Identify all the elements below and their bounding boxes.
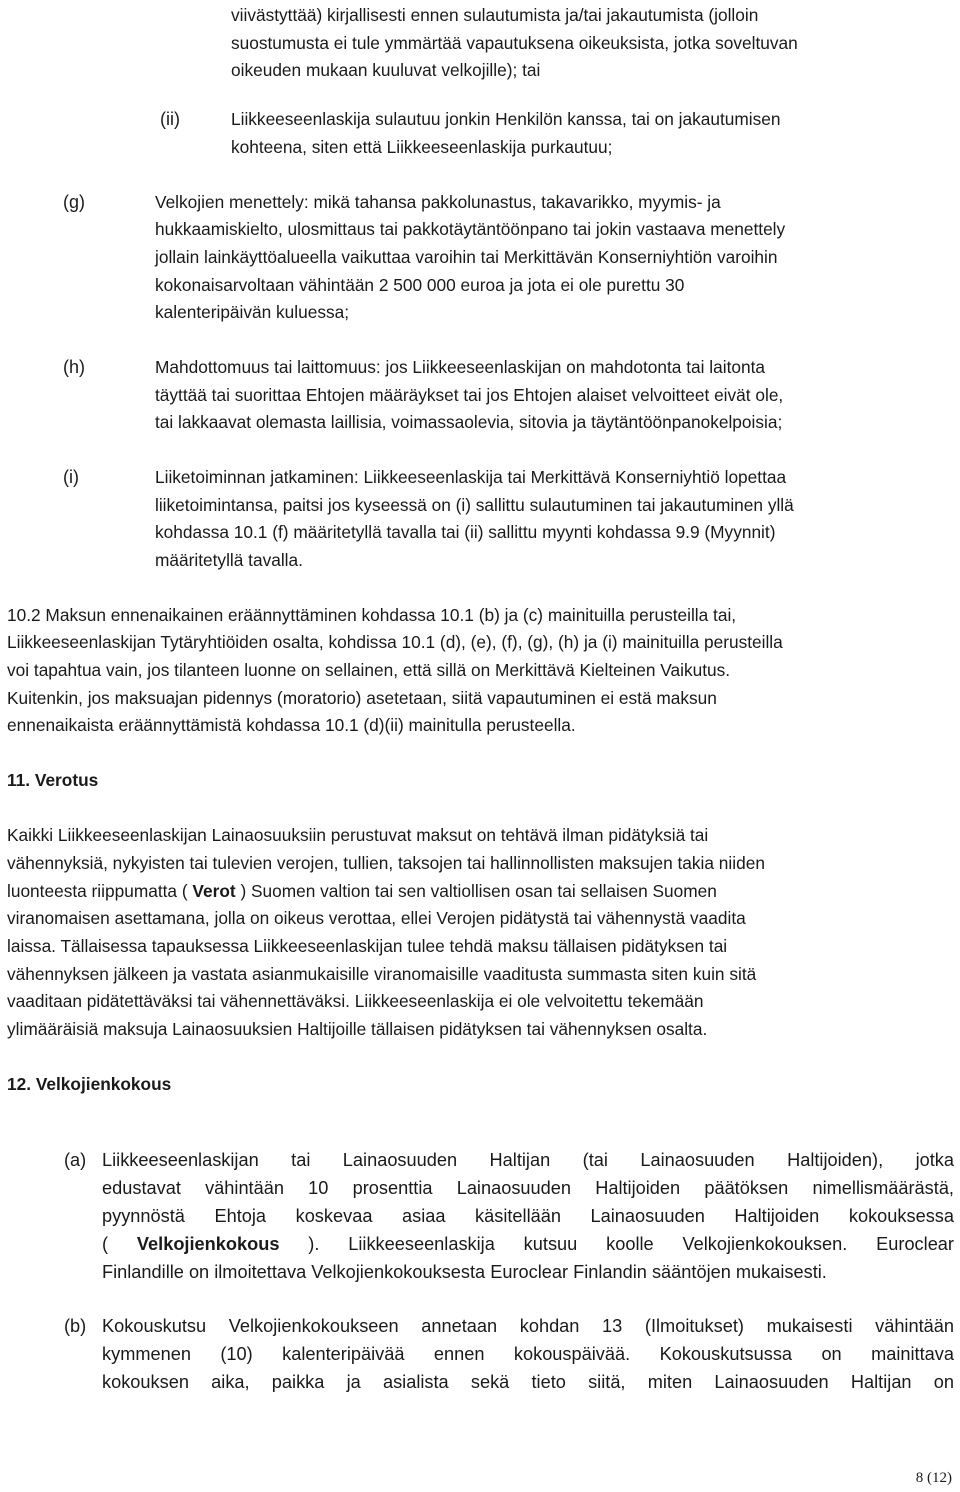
- item-i-line-4: määritetyllä tavalla.: [155, 550, 303, 570]
- page-number: 8 (12): [915, 1470, 952, 1486]
- item-g-line-4: kokonaisarvoltaan vähintään 2 500 000 euroa ja jota ei ole purettu 30: [155, 275, 685, 295]
- item-g-line-3: jollain lainkäyttöalueella vaikuttaa varoihin tai Merkittävän Konserniyhtiön varoihin: [155, 247, 778, 267]
- item-12b-line-2: kymmenen (10) kalenteripäivää ennen kokouspäivää. Kokouskutsussa on mainittava: [102, 1344, 954, 1364]
- continuation-line-2: suostumusta ei tule ymmärtää vapautuksena oikeuksista, jotka soveltuvan: [231, 33, 798, 53]
- section-11-line-3-post: ) Suomen valtion tai sen valtiollisen osan tai sellaisen Suomen: [235, 881, 717, 901]
- section-11-line-3-pre: luonteesta riippumatta (: [7, 881, 193, 901]
- section-10-2-line-2: Liikkeeseenlaskijan Tytäryhtiöiden osalta, kohdissa 10.1 (d), (e), (f), (g), (h) ja (i) mainituilla perusteilla: [7, 632, 783, 652]
- continuation-line-1: viivästyttää) kirjallisesti ennen sulautumista ja/tai jakautumista (jolloin: [231, 5, 759, 25]
- section-11-line-1: Kaikki Liikkeeseenlaskijan Lainaosuuksiin perustuvat maksut on tehtävä ilman pidätyksiä tai: [7, 825, 709, 845]
- section-10-2-line-5: ennenaikaista eräännyttämistä kohdassa 10.1 (d)(ii) mainitulla perusteella.: [7, 715, 576, 735]
- item-h-line-3: tai lakkaavat olemasta laillisia, voimassaolevia, sitovia ja täytäntöönpanokelpoisia;: [155, 412, 783, 432]
- item-12b-line-1: Kokouskutsu Velkojienkokoukseen annetaan kohdan 13 (Ilmoitukset) mukaisesti vähintään: [102, 1316, 954, 1336]
- item-12a-line-2: edustavat vähintään 10 prosenttia Lainaosuuden Haltijoiden päätöksen nimellismäärästä,: [102, 1178, 954, 1198]
- item-12a-line-5: Finlandille on ilmoitettava Velkojienkokouksesta Euroclear Finlandin sääntöjen mukaisesti.: [102, 1262, 827, 1282]
- item-12a-line-4-pre: (: [102, 1234, 137, 1254]
- section-10-2-line-4: Kuitenkin, jos maksuajan pidennys (moratorio) asetetaan, siitä vapautuminen ei estä maksun: [7, 688, 717, 708]
- item-g-line-5: kalenteripäivän kuluessa;: [155, 302, 350, 322]
- section-11-line-4: viranomaisen asettamana, jolla on oikeus verottaa, ellei Verojen pidätystä tai vähennystä vaadita: [7, 908, 746, 928]
- section-11-line-7: vaaditaan pidätettäväksi tai vähennettäväksi. Liikkeeseenlaskija ei ole velvoitettu tekemään: [7, 991, 704, 1011]
- section-12-heading: 12. Velkojienkokous: [7, 1074, 172, 1094]
- item-i-line-1: Liiketoiminnan jatkaminen: Liikkeeseenlaskija tai Merkittävä Konserniyhtiö lopettaa: [155, 467, 787, 487]
- item-12a-label: (a): [64, 1150, 87, 1170]
- item-g-label: (g): [63, 192, 85, 212]
- section-11-line-8: ylimääräisiä maksuja Lainaosuuksien Haltijoille tällaisen pidätyksen tai vähennyksen osalta.: [7, 1019, 708, 1039]
- item-h-line-2: täyttää tai suorittaa Ehtojen määräykset tai jos Ehtojen alaiset velvoitteet eivät ole,: [155, 385, 784, 405]
- item-12a-line-1: Liikkeeseenlaskijan tai Lainaosuuden Haltijan (tai Lainaosuuden Haltijoiden), jotka: [102, 1150, 954, 1170]
- sub-item-ii-label: (ii): [160, 109, 180, 129]
- item-i-label: (i): [63, 467, 79, 487]
- section-11-line-5: laissa. Tällaisessa tapauksessa Liikkeeseenlaskijan tulee tehdä maksu tällaisen pidätyksen tai: [7, 936, 728, 956]
- item-h-label: (h): [63, 357, 85, 377]
- item-12b-label: (b): [64, 1316, 87, 1336]
- section-11-heading: 11. Verotus: [7, 770, 99, 790]
- item-12a-line-4-post: ). Liikkeeseenlaskija kutsuu koolle Velkojienkokouksen. Euroclear: [279, 1234, 954, 1254]
- section-10-2-line-3: voi tapahtua vain, jos tilanteen luonne on sellainen, että sillä on Merkittävä Kielteinen Vaikutus.: [7, 660, 731, 680]
- section-11-line-6: vähennyksen jälkeen ja vastata asianmukaisille viranomaisille vaaditusta summasta siten kuin sitä: [7, 964, 757, 984]
- section-10-2-line-1: 10.2 Maksun ennenaikainen eräännyttäminen kohdassa 10.1 (b) ja (c) mainituilla perusteilla tai,: [7, 605, 737, 625]
- item-12b-line-3: kokouksen aika, paikka ja asialista sekä tieto siitä, miten Lainaosuuden Haltijan on: [102, 1372, 954, 1392]
- section-11-line-2: vähennyksiä, nykyisten tai tulevien verojen, tullien, taksojen tai hallinnollisten maksujen takia niiden: [7, 853, 765, 873]
- defined-term-verot: Verot: [192, 881, 236, 901]
- item-12a-line-3: pyynnöstä Ehtoja koskevaa asiaa käsitellään Lainaosuuden Haltijoiden kokouksessa: [102, 1206, 954, 1226]
- item-12a-line-4: [102, 1233, 954, 1256]
- section-11-line-3: [7, 880, 717, 902]
- sub-item-ii-line-1: Liikkeeseenlaskija sulautuu jonkin Henkilön kanssa, tai on jakautumisen: [231, 109, 781, 129]
- item-g-line-2: hukkaamiskielto, ulosmittaus tai pakkotäytäntöönpano tai jokin vastaava menettely: [155, 219, 786, 239]
- item-i-line-3: kohdassa 10.1 (f) määritetyllä tavalla tai (ii) sallittu myynti kohdassa 9.9 (Myynnit): [155, 522, 776, 542]
- defined-term-velkojienkokous: Velkojienkokous: [136, 1234, 280, 1254]
- item-i-line-2: liiketoimintansa, paitsi jos kyseessä on (i) sallittu sulautuminen tai jakautuminen yllä: [155, 495, 794, 515]
- item-g-line-1: Velkojien menettely: mikä tahansa pakkolunastus, takavarikko, myymis- ja: [155, 192, 721, 212]
- item-h-line-1: Mahdottomuus tai laittomuus: jos Liikkeeseenlaskijan on mahdotonta tai laitonta: [155, 357, 765, 377]
- continuation-line-3: oikeuden mukaan kuuluvat velkojille); tai: [231, 60, 541, 80]
- sub-item-ii-line-2: kohteena, siten että Liikkeeseenlaskija purkautuu;: [231, 137, 613, 157]
